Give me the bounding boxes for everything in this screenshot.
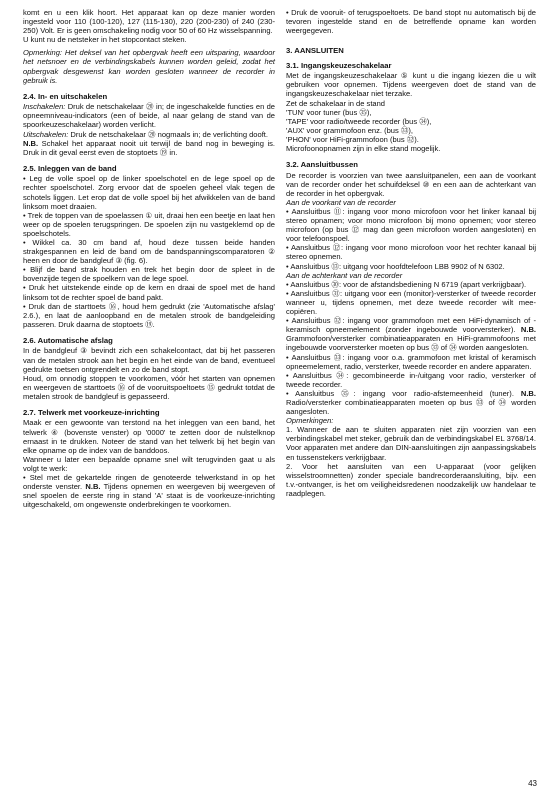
paragraph: 1. Wanneer de aan te sluiten apparaten niet zijn voorzien van een verbindingskabel met steker, gebruik dan de verbindingskabel EL 3768/14. Voor apparaten met andere dan DIN-aansluitingen zijn aanpassingskabels en tussenstekers verkrijgbaar. xyxy=(286,425,536,462)
section-heading-2-6: 2.6. Automatische afslag xyxy=(23,335,113,345)
paragraph: 'PHON' voor HiFi-grammofoon (bus ㉜). xyxy=(286,134,419,144)
bullet-paragraph: • Druk dan de starttoets ⑯, houd hem gedrukt (zie 'Automatische afslag' 2.6.), en laat de aanloopband en de metalen strook de bandgeleiding passeren. Druk daarna de stoptoets ⑲. xyxy=(23,301,275,329)
text: Grammofoon/versterker combinatieapparaten en HiFi-grammofoons met ingebouwde voorversterker moeten op bus ㉝ of ㉞ worden aangesloten. xyxy=(286,334,536,353)
paragraph: Maak er een gewoonte van terstond na het inleggen van een band, het telwerk ④ (bovenste venster) op '0000' te zetten door de nulstelknop ernaast in te drukken. Noteer de stand van het telwerk bij het begin van elke opname op de index van de banddoos. xyxy=(23,418,275,455)
bullet-paragraph xyxy=(286,316,536,352)
paragraph xyxy=(23,102,275,129)
paragraph: Wanneer u later een bepaalde opname snel wilt terugvinden gaat u als volgt te werk: xyxy=(23,454,275,473)
paragraph: 'TUN' voor tuner (bus ㉟), xyxy=(286,107,372,117)
section-heading-2-5: 2.5. Inleggen van de band xyxy=(23,163,117,173)
bullet-paragraph: • Blijf de band strak houden en trek het begin door de spleet in de bovenzijde tegen de spoelkern van de lege spoel. xyxy=(23,265,275,284)
label-inschakelen: Inschakelen: xyxy=(23,102,66,112)
section-heading-2-4: 2.4. In- en uitschakelen xyxy=(23,91,108,101)
bullet-paragraph xyxy=(23,473,275,509)
text: Radio/versterker combinatieapparaten moeten op bus ㉝ of ㉞ worden aangesloten. xyxy=(286,397,536,417)
bullet-paragraph: • Aansluitbus ㉞: gecombineerde in-/uitgang voor radio, versterker of tweede recorder. xyxy=(286,370,536,389)
section-heading-3-2: 3.2. Aansluitbussen xyxy=(286,160,358,170)
text: Druk de netschakelaar ⑳ in; de ingeschakelde functies en de opneemniveau-indicators (een of beide, al naar gelang de stand van de spoorkeuzeschakelaar) worden verlicht. xyxy=(23,102,275,130)
paragraph: Microfoonopnamen zijn in elke stand mogelijk. xyxy=(286,144,441,154)
note-text: Opmerking: Het deksel van het opbergvak heeft een uitsparing, waardoor het netsnoer en de verbindingskabels kunnen worden geleid, zodat het opbergvak desgewenst kan worden gesloten wanneer de recorder in gebruik is. xyxy=(23,48,275,85)
left-column xyxy=(23,8,275,509)
paragraph: De recorder is voorzien van twee aansluitpanelen, een aan de voorkant van de recorder onder het schuifdeksel ⑩ en een aan de achterkant van de recorder in het opbergvak. xyxy=(286,170,536,198)
right-column xyxy=(286,8,536,498)
bullet-paragraph: • Aansluitbus ㉚: voor de afstandsbediening N 6719 (apart verkrijgbaar). xyxy=(286,279,527,289)
paragraph: U kunt nu de netsteker in het stopcontact steken. xyxy=(23,35,187,45)
paragraph: 2. Voor het aansluiten van een U-apparaat (voor gelijken wisselstroomnetten) zonder speciale bandrecorderaansluiting, bijv. een t.v.-ontvanger, is het om veiligheidsredenen noodzakelijk uw handelaar te raadplegen. xyxy=(286,461,536,498)
subheading-achterkant: Aan de achterkant van de recorder xyxy=(286,270,403,280)
bullet-paragraph: • Aansluitbus ⑫: ingang voor mono microfoon voor het rechter kanaal bij stereo opnemen. xyxy=(286,243,536,262)
text: • Aansluitbus ㉟: ingang voor radio-afstemeenheid (tuner). xyxy=(286,388,514,398)
subheading-opmerkingen: Opmerkingen: xyxy=(286,416,334,426)
nb-label: N.B. xyxy=(520,388,536,398)
paragraph: komt en u een klik hoort. Het apparaat kan op deze manier worden ingesteld voor 110 (100-120), 127 (115-130), 220 (200-230) of 240 (230-250) Volt. Er is geen omschakeling nodig voor 50 of 60 Hz wisselspanning. xyxy=(23,8,275,36)
label-uitschakelen: Uitschakelen: xyxy=(23,129,69,139)
nb-label: N.B. xyxy=(85,482,101,492)
paragraph: Zet de schakelaar in de stand xyxy=(286,98,386,108)
bullet-paragraph: • Druk het uitstekende einde op de kern en draai de spoel met de hand linksom tot de rechter spoel de band pakt. xyxy=(23,283,275,302)
subheading-voorkant: Aan de voorkant van de recorder xyxy=(286,197,396,207)
note-paragraph xyxy=(23,48,275,84)
paragraph xyxy=(23,130,275,139)
text: • Aansluitbus ㉜: ingang voor grammofoon met een HiFi-dynamisch of -keramisch opneemelement (zonder ingebouwde voorversterker). xyxy=(286,316,536,335)
bullet-paragraph: • Aansluitbus ㉝: ingang voor o.a. grammofoon met kristal of keramisch opneemelement, radio, versterker, tweede recorder en andere apparaten. xyxy=(286,352,536,371)
section-heading-2-7: 2.7. Telwerk met voorkeuze-inrichting xyxy=(23,407,160,417)
nb-label: N.B. xyxy=(23,138,39,148)
bullet-paragraph: • Druk de vooruit- of terugspoeltoets. De band stopt nu automatisch bij de tevoren ingestelde stand en de betreffende opname kan worden weergegeven. xyxy=(286,8,536,36)
text: Druk de netschakelaar ⑳ nogmaals in; de verlichting dooft. xyxy=(68,129,268,139)
paragraph: Met de ingangskeuzeschakelaar ⑤ kunt u die ingang kiezen die u wilt gebruiken voor opnemen. Tijdens weergeven doet de stand van de ingangskeuzeschakelaar niet terzake. xyxy=(286,71,536,99)
paragraph: 'AUX' voor grammofoon enz. (bus ㉝), xyxy=(286,125,414,135)
paragraph: 'TAPE' voor radio/tweede recorder (bus ㉞), xyxy=(286,116,432,126)
bullet-paragraph: • Aansluitbus ⑬: uitgang voor hoofdtelefoon LBB 9902 of N 6302. xyxy=(286,261,505,271)
page-number: 43 xyxy=(528,779,537,788)
paragraph: Houd, om onnodig stoppen te voorkomen, vóór het starten van opnemen en weergeven de starttoets ⑯ of de vooruitspoeltoets ⑮ gedrukt totdat de metalen strook de bandgleuf is gepasseerd. xyxy=(23,373,275,401)
bullet-paragraph: • Trek de toppen van de spoelassen ① uit, draai hen een beetje en laat hen weer op de spoelen terugspringen. De spoelen zijn nu vastgeklemd op de spoelschotels. xyxy=(23,210,275,238)
text: • Stel met de gekartelde ringen de genoteerde telwerkstand in op het onderste venster. xyxy=(23,473,275,492)
paragraph: In de bandgleuf ③ bevindt zich een schakelcontact, dat bij het passeren van de metalen strook aan het begin en het einde van de band, eventueel gedrukte toetsen ontgrendelt en zo de band stopt. xyxy=(23,346,275,374)
section-heading-3-1: 3.1. Ingangskeuzeschakelaar xyxy=(286,60,392,70)
bullet-paragraph: • Leg de volle spoel op de linker spoelschotel en de lege spoel op de rechter spoelschotel. Zorg ervoor dat de spoelen geheel vlak tegen de schotels liggen. Let erop dat de volle spoel bij het afwikkelen van de band linksom moet draaien. xyxy=(23,174,275,211)
paragraph xyxy=(23,139,275,157)
nb-label: N.B. xyxy=(520,325,536,335)
bullet-paragraph xyxy=(286,389,536,416)
bullet-paragraph: • Aansluitbus ㉛: uitgang voor een (monitor)-versterker of tweede recorder wanneer u, tijdens opnemen, met deze tweede recorder wilt mee-copiëren. xyxy=(286,288,536,317)
bullet-paragraph: • Wikkel ca. 30 cm band af, houd deze tussen beide handen strakgespannen en leid de band om de bandspanningscomparatoren ② heen en door de bandgleuf ③ (fig. 6). xyxy=(23,237,275,266)
text: Schakel het apparaat nooit uit terwijl de band nog in beweging is. Druk in dit geval eerst even de stoptoets ⑲ in. xyxy=(23,138,275,157)
bullet-paragraph: • Aansluitbus ⑪: ingang voor mono microfoon voor het linker kanaal bij stereo opnamen; voor mono microfoon bij mono opnemen; voor stereo microfoon (op bus ⑫ mag dan geen microfoon worden aangesloten) en voor telefoonspoel. xyxy=(286,207,536,244)
chapter-heading-3: 3. AANSLUITEN xyxy=(286,46,344,56)
text: Tijdens opnemen en weergeven bij weergeven of snel spoelen de eerste ring in stand 'A' staat is de voorkeuze-inrichting uitgeschakeld, om ongewenste onderbrekingen te voorkomen. xyxy=(23,482,275,510)
